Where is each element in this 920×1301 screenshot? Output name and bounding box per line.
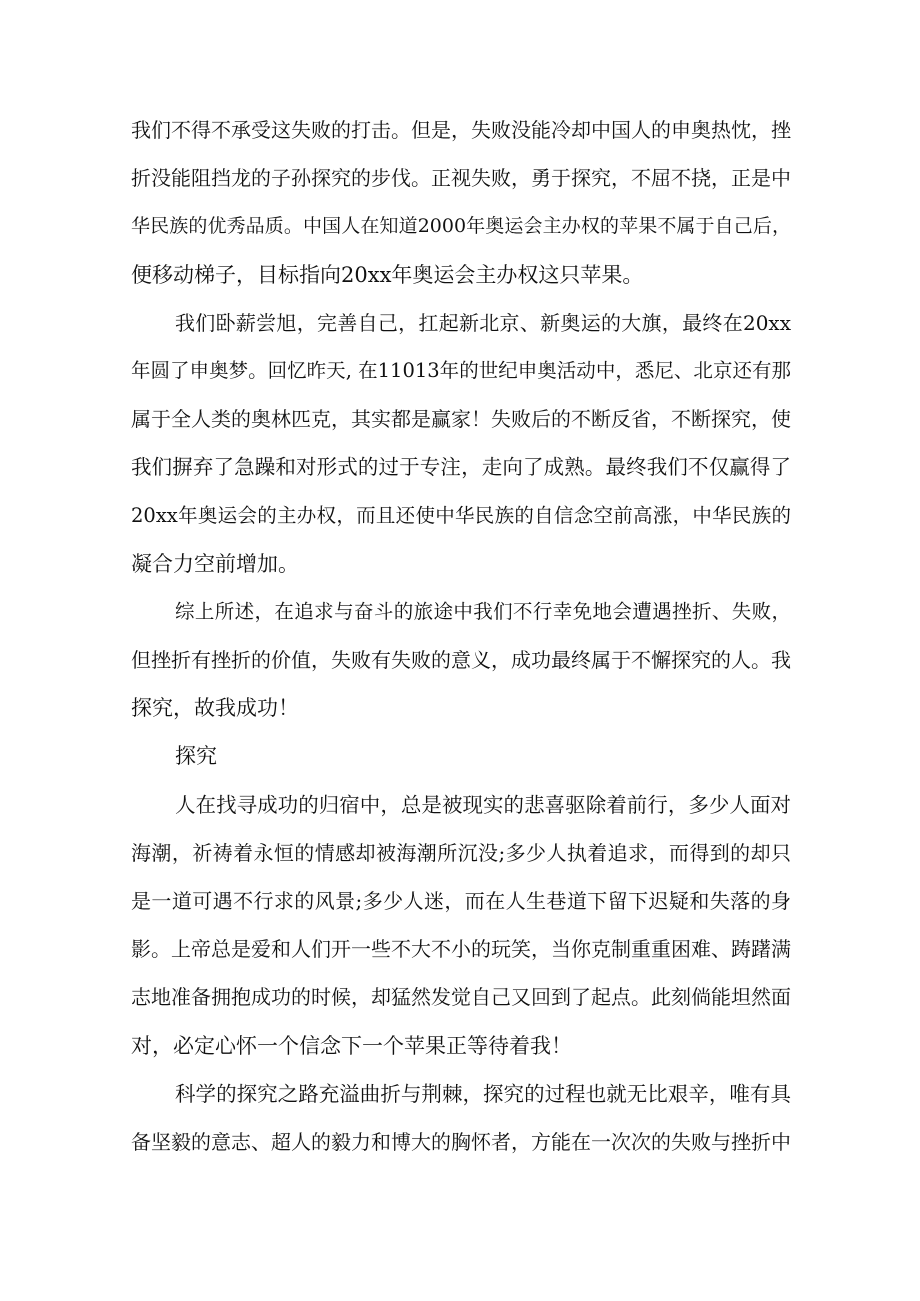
text-line: 志地准备拥抱成功的时候，却猛然发觉自己又回到了起点。此刻倘能坦然面	[131, 985, 791, 1010]
text-line: 科学的探究之路充溢曲折与荆棘，探究的过程也就无比艰辛，唯有具	[175, 1081, 791, 1106]
text-line: 便移动梯子，目标指向20xx年奥运会主办权这只苹果。	[131, 262, 644, 287]
text-line: 20xx年奥运会的主办权，而且还使中华民族的自信念空前高涨，中华民族的	[131, 503, 791, 527]
text-line: 年圆了申奥梦。回忆昨天, 在11013年的世纪申奥活动中，悉尼、北京还有那	[131, 358, 791, 382]
text-line: 我们不得不承受这失败的打击。但是，失败没能冷却中国人的申奥热忱，挫	[131, 118, 791, 142]
text-line: 人在找寻成功的归宿中，总是被现实的悲喜驱除着前行，多少人面对	[175, 792, 791, 817]
text-line: 属于全人类的奥林匹克，其实都是赢家！失败后的不断反省，不断探究，使	[131, 407, 791, 432]
text-line: 是一道可遇不行求的风景;多少人迷，而在人生巷道下留下迟疑和失落的身	[131, 889, 791, 913]
text-line: 影。上帝总是爱和人们开一些不大不小的玩笑，当你克制重重困难、踌躇满	[131, 937, 791, 962]
section-heading: 探究	[175, 744, 217, 769]
text-line: 探究，故我成功！	[131, 696, 299, 721]
text-line: 凝合力空前增加。	[131, 551, 299, 576]
document-body	[131, 106, 791, 1166]
text-line: 但挫折有挫折的价值，失败有失败的意义，成功最终属于不懈探究的人。我	[131, 648, 791, 673]
text-line: 我们卧薪尝旭，完善自己，扛起新北京、新奥运的大旗，最终在20xx	[175, 310, 791, 335]
text-line: 折没能阻挡龙的子孙探究的步伐。正视失败，勇于探究，不屈不挠，正是中	[131, 166, 791, 191]
text-line: 对，必定心怀一个信念下一个苹果正等待着我！	[131, 1033, 572, 1058]
text-line: 华民族的优秀品质。中国人在知道2000年奥运会主办权的苹果不属于自己后，	[131, 215, 791, 238]
text-line: 备坚毅的意志、超人的毅力和博大的胸怀者，方能在一次次的失败与挫折中	[131, 1129, 791, 1154]
text-line: 我们摒弃了急躁和对形式的过于专注，走向了成熟。最终我们不仅赢得了	[131, 455, 791, 480]
text-line: 海潮，祈祷着永恒的情感却被海潮所沉没;多少人执着追求，而得到的却只	[131, 840, 791, 865]
text-line: 综上所述，在追求与奋斗的旅途中我们不行幸免地会遭遇挫折、失败，	[175, 599, 791, 623]
